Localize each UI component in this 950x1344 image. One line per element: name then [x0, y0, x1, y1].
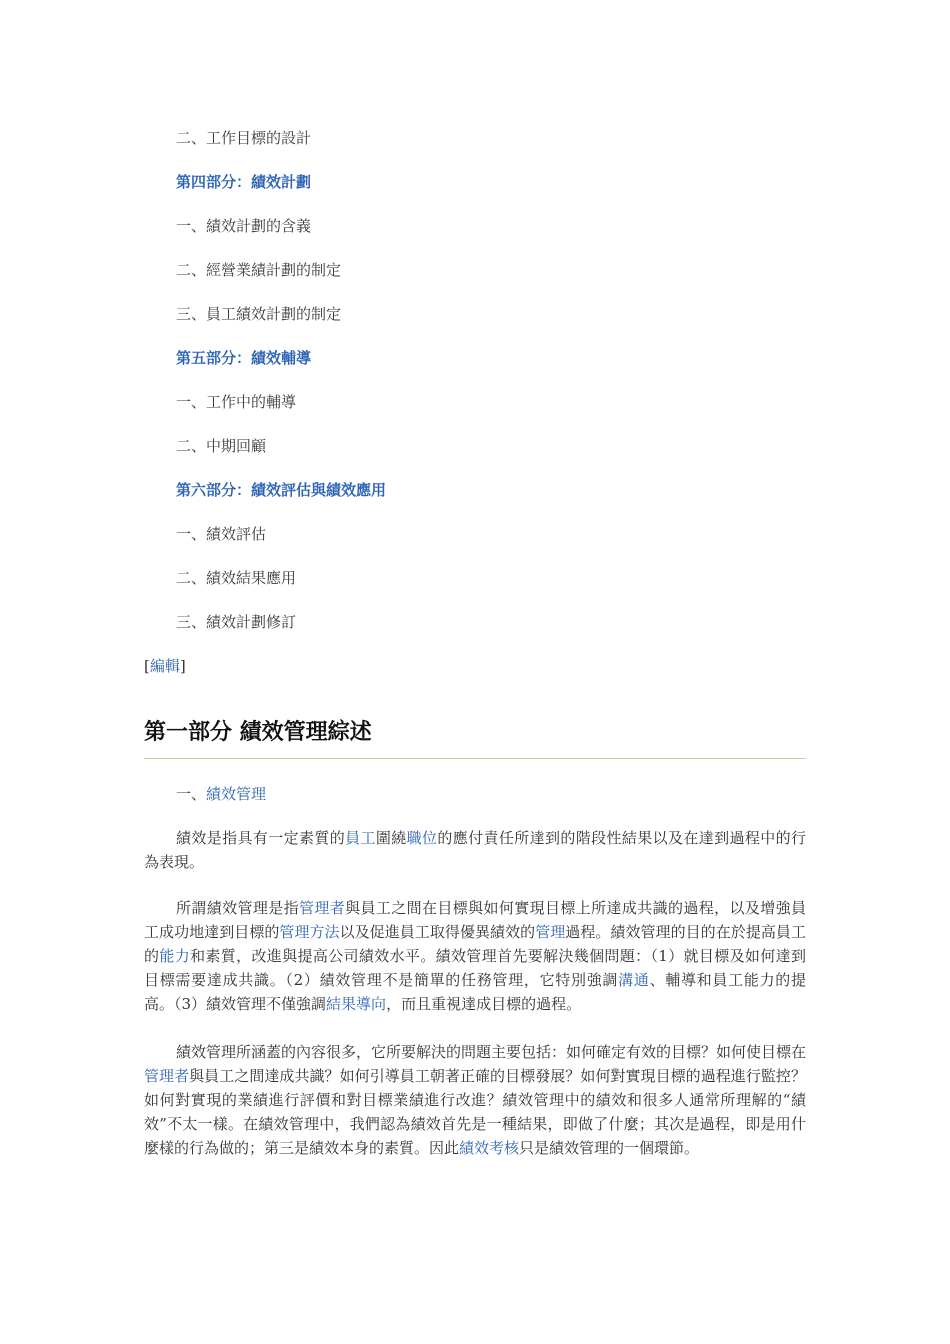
link-management[interactable]: 管理 — [535, 923, 566, 941]
link-manager[interactable]: 管理者 — [299, 899, 346, 917]
subsection-heading — [176, 784, 266, 804]
link-ability[interactable]: 能力 — [159, 947, 191, 965]
text-run: 與員工之間達成共識？如何引導員工朝著正確的目標發展？如何對實現目標的過程進行監控？如何對實現的業績進行評價和對目標業績進行改進？績效管理中的績效和很多人通常所理解的“績效”不太一樣。在績效管理中，我們認為績效首先是一種結果，即做了什麼；其次是過程，即是用什麼樣的行為做的；第三是績效本身的素質。因此 — [144, 1067, 806, 1157]
link-manager[interactable]: 管理者 — [144, 1067, 190, 1085]
link-communication[interactable]: 溝通 — [618, 971, 650, 989]
toc-part-heading[interactable]: 第五部分：績效輔導 — [176, 349, 312, 367]
text-run: 以及促進員工取得優異績效的 — [339, 923, 536, 941]
text-run: 和素質，改進與提高公司績效水平。績效管理首先要解決幾個問題：（1）就目標及如何達到目標需要達成共識。（2）績效管理不是簡單的任務管理，它特別強調 — [144, 947, 806, 989]
paragraph-performance-management — [144, 896, 806, 1016]
toc-item: 二、經營業績計劃的制定 — [176, 261, 342, 279]
toc-part-heading[interactable]: 第四部分：績效計劃 — [176, 173, 312, 191]
subhead-prefix: 一、 — [176, 785, 207, 803]
paragraph-scope — [144, 1040, 806, 1160]
edit-bracket-open: [ — [144, 657, 150, 675]
link-position[interactable]: 職位 — [406, 829, 438, 847]
text-run: 與員工之間在目標與如何實現目標上所達成共識的過程，以及增強員工成功地達到目標的 — [144, 899, 806, 941]
text-run: 只是績效管理的一個環節。 — [519, 1139, 700, 1157]
toc-item: 一、績效評估 — [176, 525, 267, 543]
toc-item: 一、工作中的輔導 — [176, 393, 297, 411]
toc-item: 二、工作目標的設計 — [176, 129, 312, 147]
link-result-oriented[interactable]: 結果導向 — [326, 995, 387, 1013]
link-performance-appraisal[interactable]: 績效考核 — [459, 1139, 520, 1157]
toc-item: 三、員工績效計劃的制定 — [176, 305, 342, 323]
toc-item: 三、績效計劃修訂 — [176, 613, 297, 631]
paragraph-definition — [144, 826, 806, 874]
text-run: 所謂績效管理是指 — [176, 899, 299, 917]
section-title: 第一部分 績效管理綜述 — [144, 720, 372, 745]
text-run: 的應付責任所達到的階段性結果以及在達到過程中的行為表現。 — [144, 829, 806, 871]
edit-bracket-close: ] — [179, 657, 186, 675]
toc-item: 二、績效結果應用 — [176, 569, 297, 587]
edit-link[interactable]: 編輯 — [149, 657, 180, 675]
toc-part-heading[interactable]: 第六部分：績效評估與績效應用 — [176, 481, 387, 499]
text-run: 績效管理所涵蓋的內容很多，它所要解決的問題主要包括：如何確定有效的目標？如何使目標在 — [176, 1043, 807, 1061]
toc-item: 二、中期回顧 — [176, 437, 267, 455]
section-divider — [144, 758, 806, 759]
text-run: ，而且重視達成目標的過程。 — [386, 995, 582, 1013]
subhead-link[interactable]: 績效管理 — [206, 785, 267, 803]
text-run: 績效是指具有一定素質的 — [176, 829, 346, 847]
text-run: 圍繞 — [375, 829, 407, 847]
text-run: 過程。績效管理的目的在於提高員工的 — [144, 923, 806, 965]
text-run: 、輔導和員工能力的提高。（3）績效管理不僅強調 — [144, 971, 806, 1013]
link-employee[interactable]: 員工 — [345, 829, 376, 847]
edit-section-control — [144, 656, 186, 676]
link-management-method[interactable]: 管理方法 — [279, 923, 340, 941]
toc-item: 一、績效計劃的含義 — [176, 217, 312, 235]
